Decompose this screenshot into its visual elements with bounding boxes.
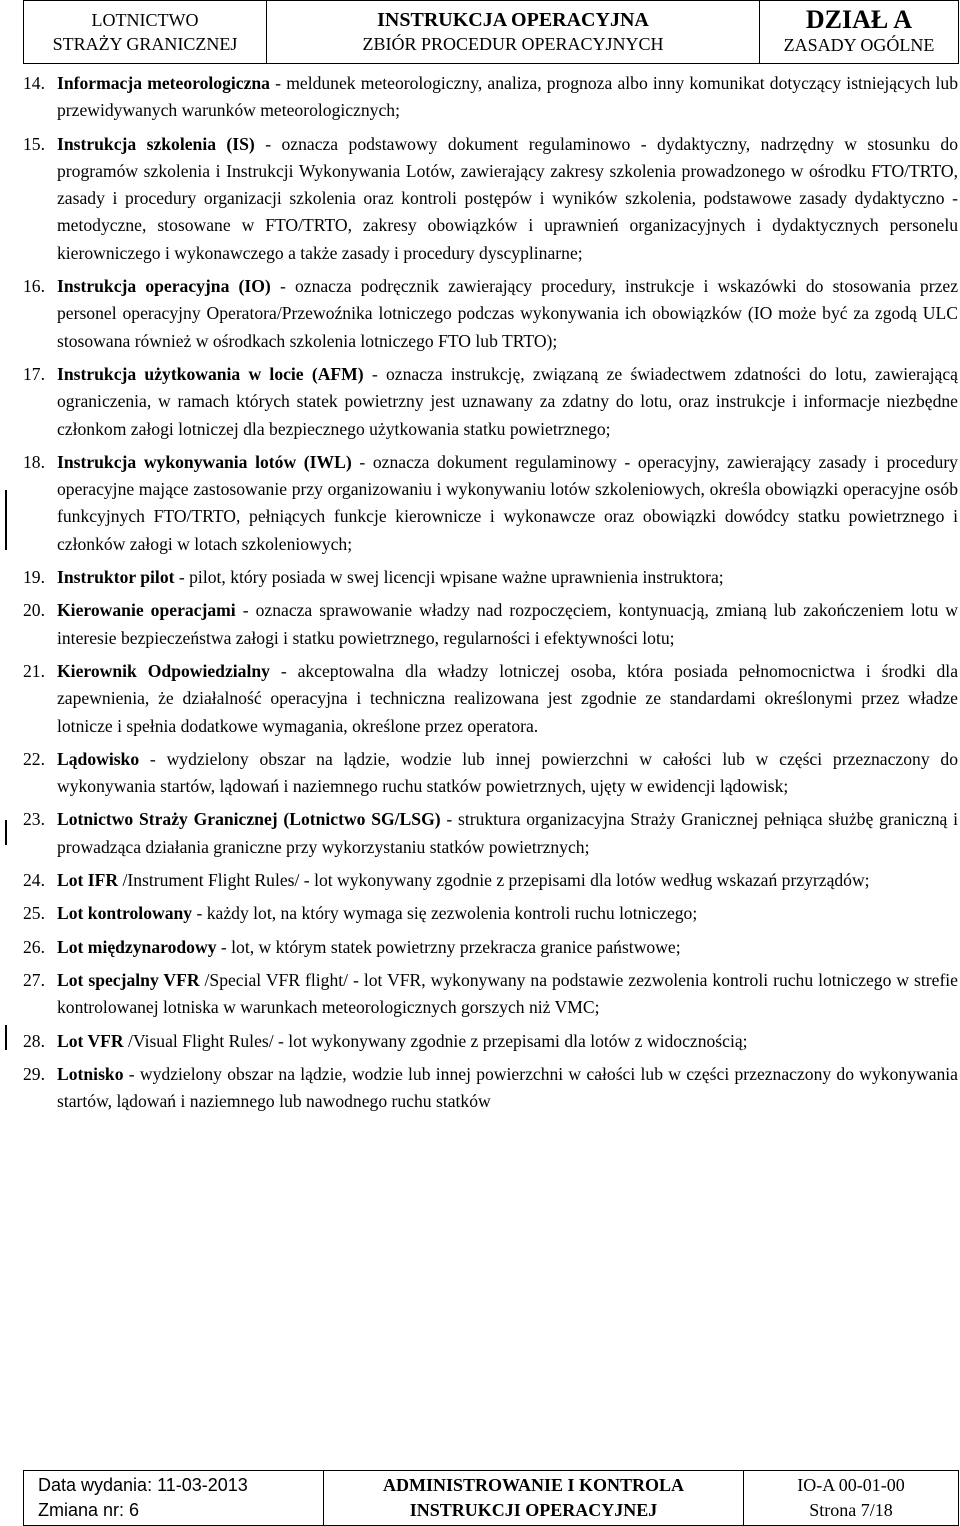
header-section bbox=[760, 1, 959, 64]
header-title-line1: INSTRUKCJA OPERACYJNA bbox=[377, 9, 649, 31]
item-term: Kierownik Odpowiedzialny bbox=[57, 660, 270, 681]
item-text bbox=[57, 564, 958, 591]
item-text bbox=[57, 967, 958, 1022]
item-term: Lot VFR bbox=[57, 1030, 124, 1051]
item-number: 18. bbox=[23, 451, 45, 472]
revision-bar bbox=[5, 490, 7, 550]
item-text bbox=[57, 70, 958, 125]
item-definition: /Visual Flight Rules/ - lot wykonywany zgodnie z przepisami dla lotów z widocznością; bbox=[123, 1030, 748, 1051]
item-number: 17. bbox=[23, 363, 45, 384]
item-definition: /Instrument Flight Rules/ - lot wykonywany zgodnie z przepisami dla lotów według wskazań przyrządów; bbox=[118, 870, 870, 891]
footer-change-number: Zmiana nr: 6 bbox=[38, 1500, 140, 1520]
item-text bbox=[57, 806, 958, 861]
item-definition: - oznacza instrukcję, związaną ze świadectwem zdatności do lotu, zawierającą ograniczenia, w ramach których statek powietrzny jest uznawany za zdatny do lotu, oraz instrukcje i informacje niezbędne członkom załogi lotniczej dla bezpiecznego użytkowania statku powietrznego; bbox=[57, 363, 958, 439]
item-term: Instrukcja wykonywania lotów (IWL) bbox=[57, 451, 352, 472]
item-definition: - pilot, który posiada w swej licencji wpisane ważne uprawnienia instruktora; bbox=[174, 567, 724, 588]
header-org-line1: LOTNICTWO bbox=[91, 10, 199, 30]
header-section-line2: ZASADY OGÓLNE bbox=[783, 35, 935, 55]
item-text bbox=[57, 131, 958, 267]
item-text bbox=[57, 597, 958, 652]
header-organization bbox=[24, 1, 267, 64]
item-number: 22. bbox=[23, 748, 45, 769]
header-section-line1: DZIAŁ A bbox=[805, 5, 913, 34]
item-text bbox=[57, 900, 958, 927]
list-item bbox=[23, 449, 958, 558]
item-term: Lotnictwo Straży Granicznej (Lotnictwo SG/LSG) bbox=[57, 809, 441, 830]
list-item bbox=[23, 597, 958, 652]
list-item bbox=[23, 1061, 958, 1116]
item-term: Instrukcja szkolenia (IS) bbox=[57, 133, 255, 154]
item-number: 25. bbox=[23, 903, 45, 924]
item-definition: /Special VFR flight/ - lot VFR, wykonywany na podstawie zezwolenia kontroli ruchu lotniczego w strefie kontrolowanej lotniska w warunkach meteorologicznych gorszych niż VMC; bbox=[57, 969, 958, 1018]
list-item bbox=[23, 70, 958, 125]
item-definition: - akceptowalna dla władzy lotniczej osoba, która posiada pełnomocnictwa i środki dla zapewnienia, że działalność operacyjna i techniczna realizowana jest zgodnie ze standardami określonymi przez władze lotnicze i spełnia dodatkowe wymagania, określone przez operatora. bbox=[57, 660, 958, 736]
page-footer bbox=[23, 1470, 959, 1526]
list-item bbox=[23, 867, 958, 894]
item-number: 28. bbox=[23, 1030, 45, 1051]
item-definition: - struktura organizacyjna Straży Granicznej pełniąca służbę graniczną i prowadząca działania graniczne przy wykorzystaniu statków powietrznych; bbox=[57, 809, 959, 857]
list-item bbox=[23, 746, 958, 801]
item-number: 26. bbox=[23, 936, 45, 957]
item-number: 23. bbox=[23, 809, 45, 830]
definitions-list bbox=[23, 70, 958, 1121]
item-definition: - wydzielony obszar na lądzie, wodzie lub innej powierzchni w całości lub w części przeznaczony do wykonywania startów, lądowań i naziemnego ruchu statków powietrznych, ujęty w ewidencji lądowisk; bbox=[57, 748, 958, 797]
item-term: Lot IFR bbox=[57, 870, 119, 891]
item-term: Instrukcja operacyjna (IO) bbox=[57, 276, 271, 297]
revision-bar bbox=[5, 820, 7, 845]
item-term: Kierowanie operacjami bbox=[57, 600, 236, 621]
list-item bbox=[23, 934, 958, 961]
footer-admin-line1: ADMINISTROWANIE I KONTROLA bbox=[382, 1475, 685, 1495]
item-text bbox=[57, 1028, 958, 1055]
footer-page-number: Strona 7/18 bbox=[809, 1500, 893, 1520]
item-number: 16. bbox=[23, 276, 45, 297]
item-definition: - każdy lot, na który wymaga się zezwolenia kontroli ruchu lotniczego; bbox=[192, 903, 698, 924]
footer-admin-title bbox=[324, 1471, 744, 1526]
item-text bbox=[57, 934, 958, 961]
list-item bbox=[23, 900, 958, 927]
item-number: 14. bbox=[23, 73, 45, 93]
item-text bbox=[57, 1061, 958, 1116]
item-number: 29. bbox=[23, 1063, 45, 1084]
header-org-line2: STRAŻY GRANICZNEJ bbox=[52, 34, 238, 54]
item-number: 15. bbox=[23, 133, 45, 154]
list-item bbox=[23, 658, 958, 740]
page-header bbox=[23, 0, 959, 64]
item-number: 21. bbox=[23, 660, 45, 681]
item-term: Instruktor pilot bbox=[57, 567, 175, 588]
item-term: Lot kontrolowany bbox=[57, 903, 193, 924]
item-definition: - lot, w którym statek powietrzny przekracza granice państwowe; bbox=[216, 936, 681, 957]
item-definition: - oznacza podstawowy dokument regulaminowo - dydaktyczny, nadrzędny w stosunku do programów szkolenia i Instrukcji Wykonywania Lotów, zawierający zakresy szkolenia prowadzonego w ośrodku FTO/TRTO, zasady i procedury organizacji szkolenia oraz kontroli postępów i wyników szkolenia, podstawowe zasady dydaktyczno - metodyczne, stosowane w FTO/TRTO, zakresy obowiązków i uprawnień organizacyjnych i dydaktycznych personelu kierowniczego i wykonawczego a także zasady i procedury dyscyplinarne; bbox=[57, 133, 958, 263]
item-term: Lot międzynarodowy bbox=[57, 936, 217, 957]
list-item bbox=[23, 131, 958, 267]
item-term: Informacja meteorologiczna bbox=[57, 73, 270, 93]
item-number: 27. bbox=[23, 969, 45, 990]
item-definition: - oznacza dokument regulaminowy - operacyjny, zawierający zasady i procedury operacyjne mające zastosowanie przy organizowaniu i wykonywaniu lotów szkoleniowych, określa obowiązki operacyjne osób funkcyjnych FTO/TRTO, pełniących funkcje kierownicze i wykonawcze oraz obowiązki dowódcy statku powietrznego i członków załogi w lotach szkoleniowych; bbox=[57, 451, 958, 554]
item-text bbox=[57, 867, 958, 894]
list-item bbox=[23, 361, 958, 443]
list-item bbox=[23, 273, 958, 355]
list-item bbox=[23, 1028, 958, 1055]
item-text bbox=[57, 449, 958, 558]
item-text bbox=[57, 746, 958, 801]
footer-page-info bbox=[744, 1471, 959, 1526]
item-definition: - meldunek meteorologiczny, analiza, prognoza albo inny komunikat dotyczący istniejących lub przewidywanych warunków meteorologicznych; bbox=[57, 73, 958, 121]
item-term: Lądowisko bbox=[57, 748, 140, 769]
item-definition: - wydzielony obszar na lądzie, wodzie lub innej powierzchni w całości lub w części przeznaczony do wykonywania startów, lądowań i naziemnego lub nawodnego ruchu statków bbox=[57, 1063, 958, 1112]
item-definition: - oznacza sprawowanie władzy nad rozpoczęciem, kontynuacją, zmianą lub zakończeniem lotu w interesie bezpieczeństwa załogi i statku powietrznego, regularności i efektywności lotu; bbox=[57, 600, 958, 648]
item-text bbox=[57, 273, 958, 355]
item-term: Lotnisko bbox=[57, 1063, 124, 1084]
item-definition: - oznacza podręcznik zawierający procedury, instrukcje i wskazówki do stosowania przez personel operacyjny Operatora/Przewoźnika lotniczego podczas wykonywania ich obowiązków (IO może być za zgodą ULC stosowana również w ośrodkach szkolenia lotniczego FTO lub TRTO); bbox=[57, 276, 958, 351]
item-text bbox=[57, 658, 958, 740]
header-title-line2: ZBIÓR PROCEDUR OPERACYJNYCH bbox=[362, 34, 664, 54]
list-item bbox=[23, 564, 958, 591]
item-number: 19. bbox=[23, 567, 45, 588]
item-number: 24. bbox=[23, 870, 45, 891]
list-item bbox=[23, 806, 958, 861]
list-item bbox=[23, 967, 958, 1022]
header-document-title bbox=[267, 1, 760, 64]
item-term: Instrukcja użytkowania w locie (AFM) bbox=[57, 363, 364, 384]
item-text bbox=[57, 361, 958, 443]
footer-doc-code: IO-A 00-01-00 bbox=[797, 1475, 905, 1495]
footer-admin-line2: INSTRUKCJI OPERACYJNEJ bbox=[409, 1500, 658, 1520]
footer-issue-info bbox=[24, 1471, 324, 1526]
item-number: 20. bbox=[23, 600, 45, 621]
revision-bar bbox=[5, 1025, 7, 1050]
footer-issue-date: Data wydania: 11-03-2013 bbox=[38, 1475, 248, 1495]
item-term: Lot specjalny VFR bbox=[57, 969, 200, 990]
